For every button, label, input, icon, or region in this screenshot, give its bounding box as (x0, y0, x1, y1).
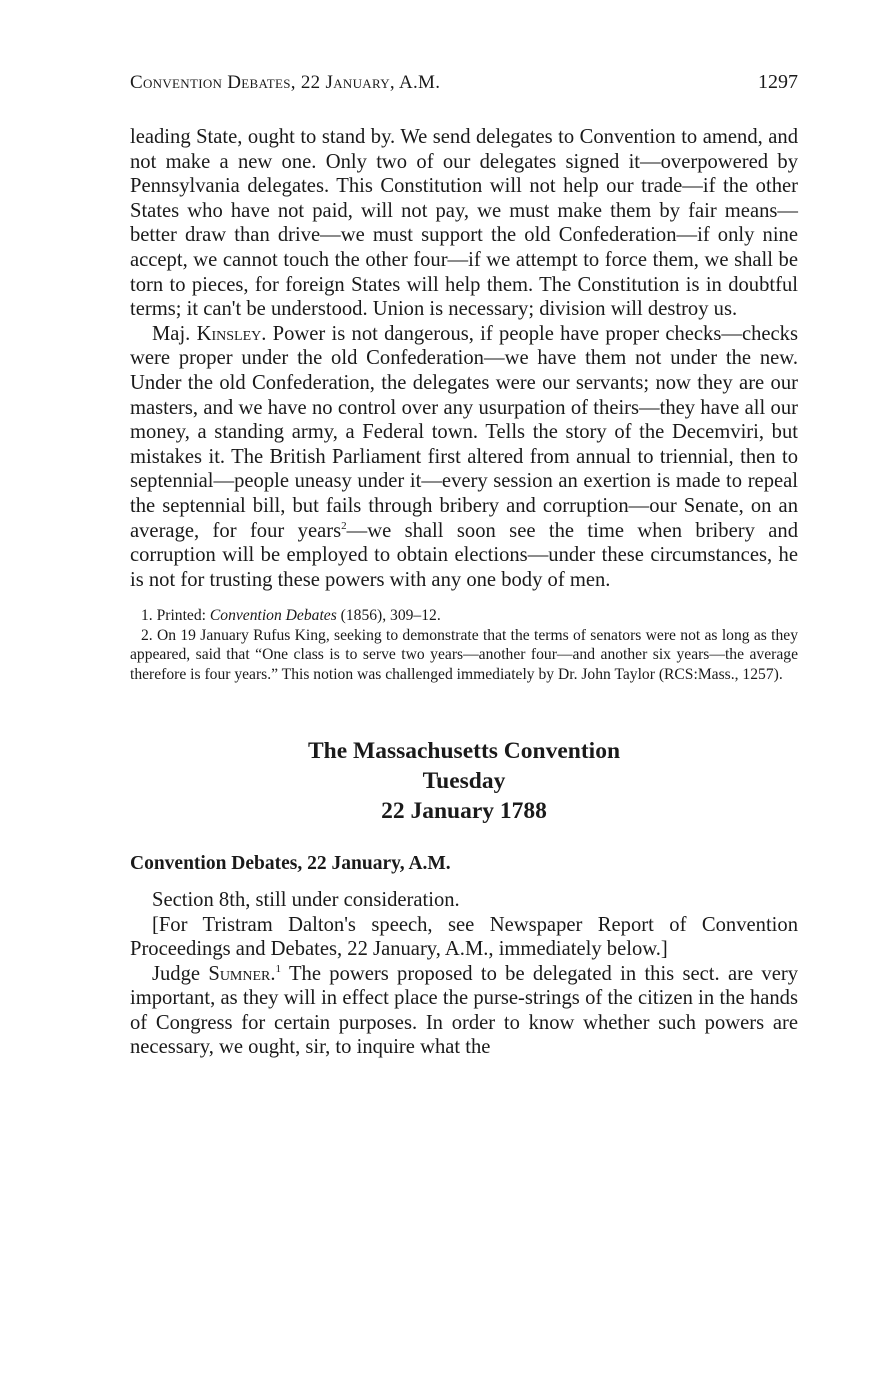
footnote-2 (130, 626, 798, 684)
running-header (130, 70, 798, 95)
paragraph-dalton-note (130, 913, 798, 962)
body-text (130, 125, 798, 592)
paragraph-continuation (130, 125, 798, 322)
paragraph-sumner (130, 962, 798, 1060)
footnote-source-title: Convention Debates (209, 607, 337, 625)
paragraph-text: [For Tristram Dalton's speech, see Newspaper Report of Convention Proceedings and Debates, 22 January, A.M., immediately below.] (130, 913, 798, 961)
paragraph-text: Section 8th, still under consideration. (152, 888, 460, 911)
section-heading-line-2: Tuesday (422, 767, 506, 794)
paragraph-text: —we shall soon see the time when bribery and corruption will be employed to obtain elections—under these circumstances, he is not for trusting these powers with any one body of men. (130, 519, 798, 591)
section-heading (130, 736, 798, 826)
section-heading-line-1: The Massachusetts Convention (307, 737, 621, 764)
paragraph-kinsley (130, 322, 798, 593)
footnote-prefix: 1. Printed: (141, 607, 210, 625)
speaker-punct: . (270, 962, 276, 985)
footnote-ref: 2 (341, 519, 347, 532)
section-heading-line-3: 22 January 1788 (381, 797, 547, 824)
footnote-1 (130, 606, 798, 625)
speaker-name: Kinsley (196, 322, 262, 345)
page-number: 1297 (758, 71, 798, 93)
section-body-text (130, 888, 798, 1060)
paragraph-text: . Power is not dangerous, if people have proper checks—checks were proper under the old Confederation—we have them not under the new. Under the old Confederation, the delegates were our servants; now they are our masters, and we have no control over any usurpation of theirs—they have all our money, a standing army, a Federal town. Tells the story of the Decemviri, but mistakes it. The British Parliament first altered from annual to triennial, then to septennial—people uneasy under it—every session an exertion is made to repeal the septennial bill, but fails through bribery and corruption—our Senate, on an average, for four years (130, 322, 798, 542)
speaker-title: Judge (152, 962, 209, 985)
footnotes (130, 606, 798, 684)
footnote-text: 2. On 19 January Rufus King, seeking to demonstrate that the terms of senators were not as long as they appeared, said that “One class is to serve two years—another four—and another six years—the average therefore is four years.” This notion was challenged immediately by Dr. John Taylor (RCS:Mass., 1257). (130, 626, 798, 683)
paragraph-text: The powers proposed to be delegated in this sect. are very important, as they will in effect place the purse-strings of the citizen in the hands of Congress for certain purposes. In order to know whether such powers are necessary, we ought, sir, to inquire what the (130, 962, 798, 1059)
subsection-heading: Convention Debates, 22 January, A.M. (130, 852, 451, 874)
speaker-name: Sumner (208, 962, 271, 985)
speaker-title: Maj. (152, 322, 197, 345)
paragraph-section-8th (130, 888, 798, 913)
running-title: Convention Debates, 22 January, A.M. (130, 72, 441, 93)
footnote-ref: 1 (275, 962, 282, 975)
document-page (130, 70, 798, 1060)
paragraph-text: leading State, ought to stand by. We send delegates to Convention to amend, and not make a new one. Only two of our delegates signed it—overpowered by Pennsylvania delegates. This Constitution will not help our trade—if the other States who have not paid, will not pay, we must make them by fair means—better draw than drive—we must support the old Confederation—if only nine accept, we cannot touch the other four—if we attempt to force them, we shall be torn to pieces, for foreign States will help them. The Constitution is in doubtful terms; it can't be understood. Union is necessary; division will destroy us. (130, 126, 798, 321)
footnote-suffix: (1856), 309–12. (336, 607, 441, 625)
